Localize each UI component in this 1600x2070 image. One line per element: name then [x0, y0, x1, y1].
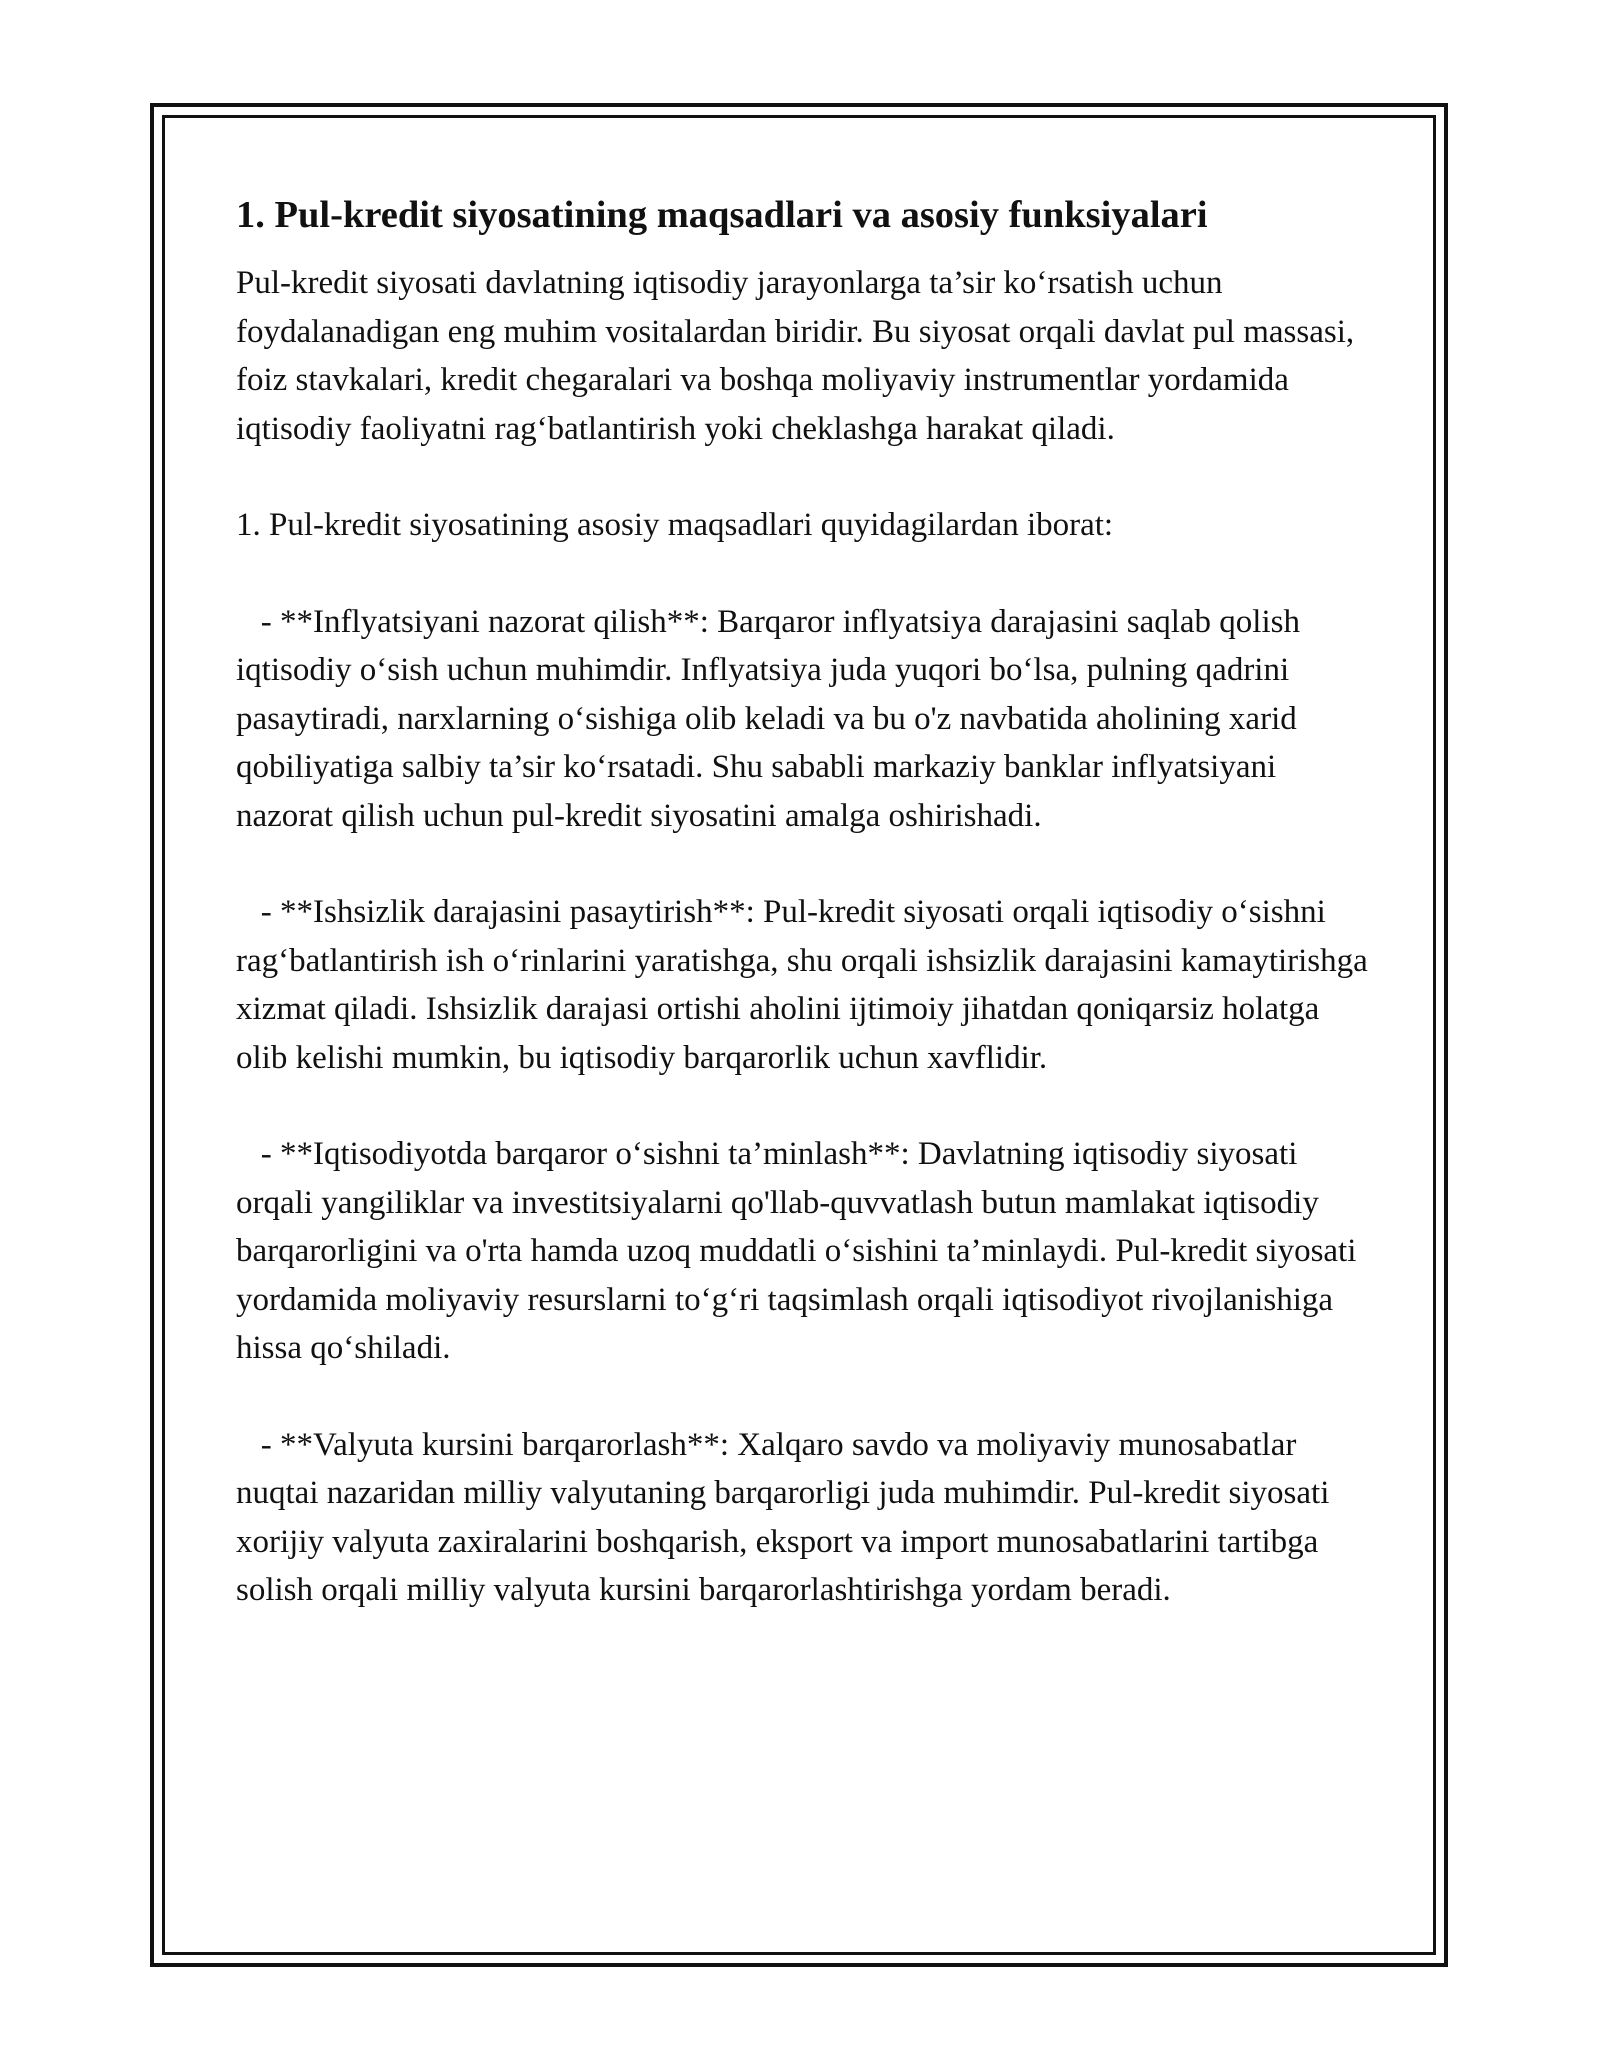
- section-title: 1. Pul-kredit siyosatining maqsadlari va asosiy funksiyalari: [236, 194, 1208, 236]
- goal-inflation-text: Barqaror inflyatsiya darajasini saqlab qolish iqtisodiy o‘sish uchun muhimdir. Inflyatsiya juda yuqori bo‘lsa, pulning qadrini pasaytiradi, narxlarning o‘sishiga olib keladi va bu o'z navbatida aholining xarid qobiliyatiga salbiy ta’sir ko‘rsatadi. Shu sababli markaziy banklar inflyatsiyani nazorat qilish uchun pul-kredit siyosatini amalga oshirishadi.: [236, 603, 1300, 834]
- goal-unemployment-text: Pul-kredit siyosati orqali iqtisodiy o‘sishni rag‘batlantirish ish o‘rinlarini yaratishga, shu orqali ishsizlik darajasini kamaytirishga xizmat qiladi. Ishsizlik darajasi ortishi aholini ijtimoiy jihatdan qoniqarsiz holatga olib kelishi mumkin, bu iqtisodiy barqarorlik uchun xavflidir.: [236, 894, 1368, 1076]
- goals-list-heading: 1. Pul-kredit siyosatining asosiy maqsadlari quyidagilardan iborat:: [236, 507, 1114, 543]
- goal-currency-stability: [236, 1421, 1376, 1615]
- goal-currency-stability-lead: - **Valyuta kursini barqarorlash**:: [236, 1426, 730, 1463]
- goal-unemployment: [236, 888, 1376, 1082]
- goal-inflation-lead: - **Inflyatsiyani nazorat qilish**:: [236, 603, 709, 640]
- intro-paragraph: Pul-kredit siyosati davlatning iqtisodiy jarayonlarga ta’sir ko‘rsatish uchun foydalanadigan eng muhim vositalardan biridir. Bu siyosat orqali davlat pul massasi, foiz stavkalari, kredit chegaralari va boshqa moliyaviy instrumentlar yordamida iqtisodiy faoliyatni rag‘batlantirish yoki cheklashga harakat qiladi.: [236, 265, 1355, 447]
- goal-stable-growth-text: Davlatning iqtisodiy siyosati orqali yangiliklar va investitsiyalarni qo'llab-quvvatlash butun mamlakat iqtisodiy barqarorligini va o'rta hamda uzoq muddatli o‘sishini ta’minlaydi. Pul-kredit siyosati yordamida moliyaviy resurslarni to‘g‘ri taqsimlash orqali iqtisodiyot rivojlanishiga hissa qo‘shiladi.: [236, 1136, 1357, 1366]
- document-body: [236, 185, 1376, 1615]
- goal-currency-stability-text: Xalqaro savdo va moliyaviy munosabatlar nuqtai nazaridan milliy valyutaning barqarorligi juda muhimdir. Pul-kredit siyosati xorijiy valyuta zaxiralarini boshqarish, eksport va import munosabatlarini tartibga solish orqali milliy valyuta kursini barqarorlashtirishga yordam beradi.: [236, 1426, 1330, 1608]
- goal-inflation: [236, 598, 1376, 841]
- goal-stable-growth: [236, 1130, 1376, 1373]
- goal-stable-growth-lead: - **Iqtisodiyotda barqaror o‘sishni ta’minlash**:: [236, 1136, 910, 1172]
- goal-unemployment-lead: - **Ishsizlik darajasini pasaytirish**:: [236, 894, 755, 930]
